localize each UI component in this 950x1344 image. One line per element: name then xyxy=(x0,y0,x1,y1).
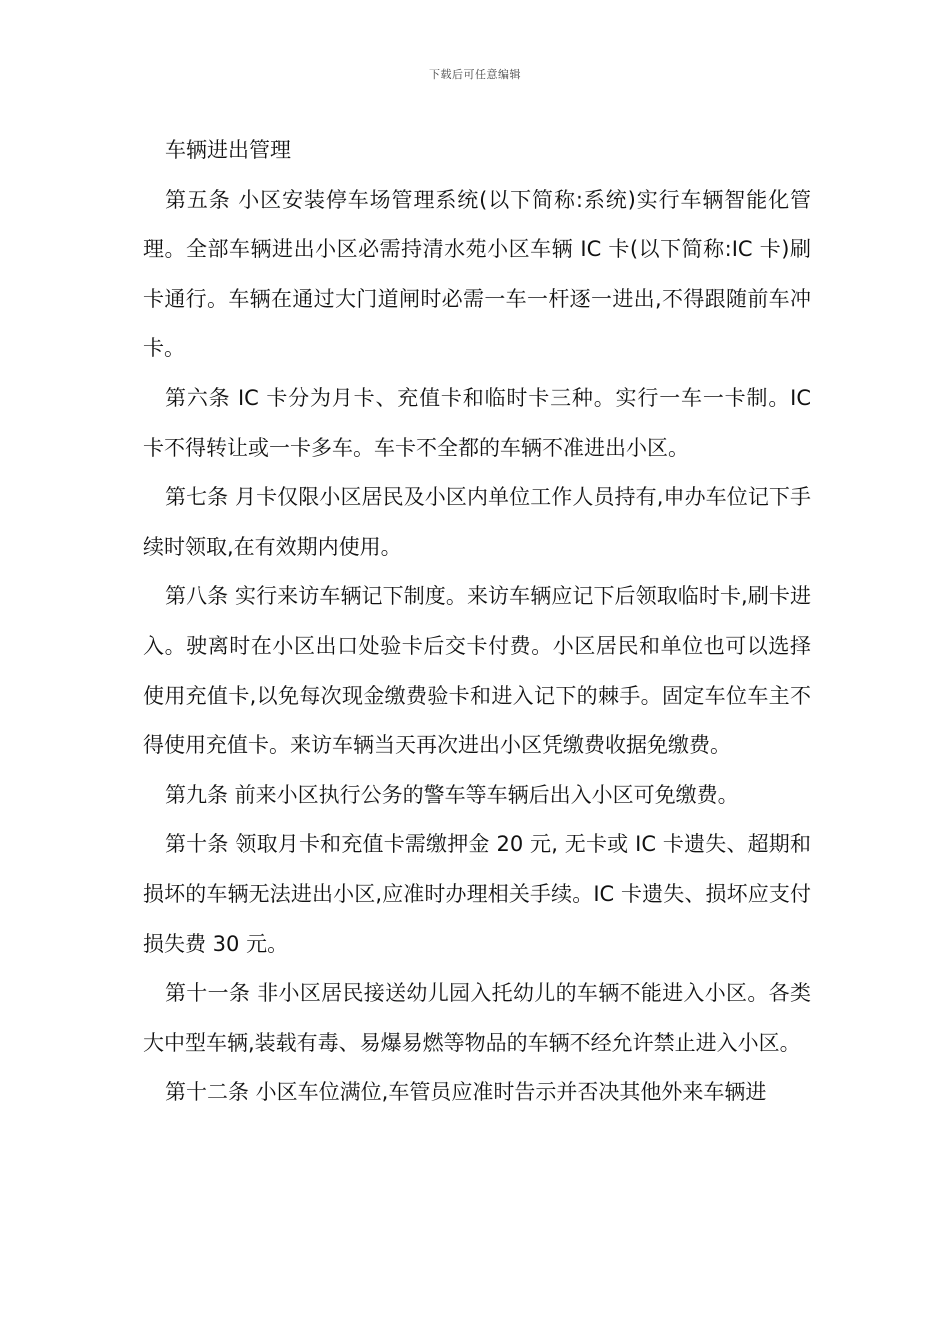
article-12: 第十二条 小区车位满位,车管员应准时告示并否决其他外来车辆进 xyxy=(165,1080,767,1105)
document-body xyxy=(143,126,811,1118)
document-title: 车辆进出管理 xyxy=(165,138,291,162)
page-header-note: 下载后可任意编辑 xyxy=(429,68,521,81)
article-8: 第八条 实行来访车辆记下制度。来访车辆应记下后领取临时卡,刷卡进入。驶离时在小区出口处验卡后交卡付费。小区居民和单位也可以选择使用充值卡,以免每次现金缴费验卡和进入记下的棘手。固定车位车主不得使用充值卡。来访车辆当天再次进出小区凭缴费收据免缴费。 xyxy=(143,584,811,758)
article-7: 第七条 月卡仅限小区居民及小区内单位工作人员持有,申办车位记下手续时领取,在有效期内使用。 xyxy=(143,485,811,559)
article-9: 第九条 前来小区执行公务的警车等车辆后出入小区可免缴费。 xyxy=(165,782,739,807)
article-10: 第十条 领取月卡和充值卡需缴押金 20 元, 无卡或 IC 卡遗失、超期和损坏的车辆无法进出小区,应准时办理相关手续。IC 卡遗失、损坏应支付损失费 30 元。 xyxy=(143,832,811,956)
article-6: 第六条 IC 卡分为月卡、充值卡和临时卡三种。实行一车一卡制。IC 卡不得转让或一卡多车。车卡不全都的车辆不准进出小区。 xyxy=(143,385,811,460)
article-11: 第十一条 非小区居民接送幼儿园入托幼儿的车辆不能进入小区。各类大中型车辆,装载有毒、易爆易燃等物品的车辆不经允许禁止进入小区。 xyxy=(143,981,811,1055)
article-5: 第五条 小区安装停车场管理系统(以下简称:系统)实行车辆智能化管理。全部车辆进出小区必需持清水苑小区车辆 IC 卡(以下简称:IC 卡)刷卡通行。车辆在通过大门道闸时必需一车一杆逐一进出,不得跟随前车冲卡。 xyxy=(143,187,811,361)
